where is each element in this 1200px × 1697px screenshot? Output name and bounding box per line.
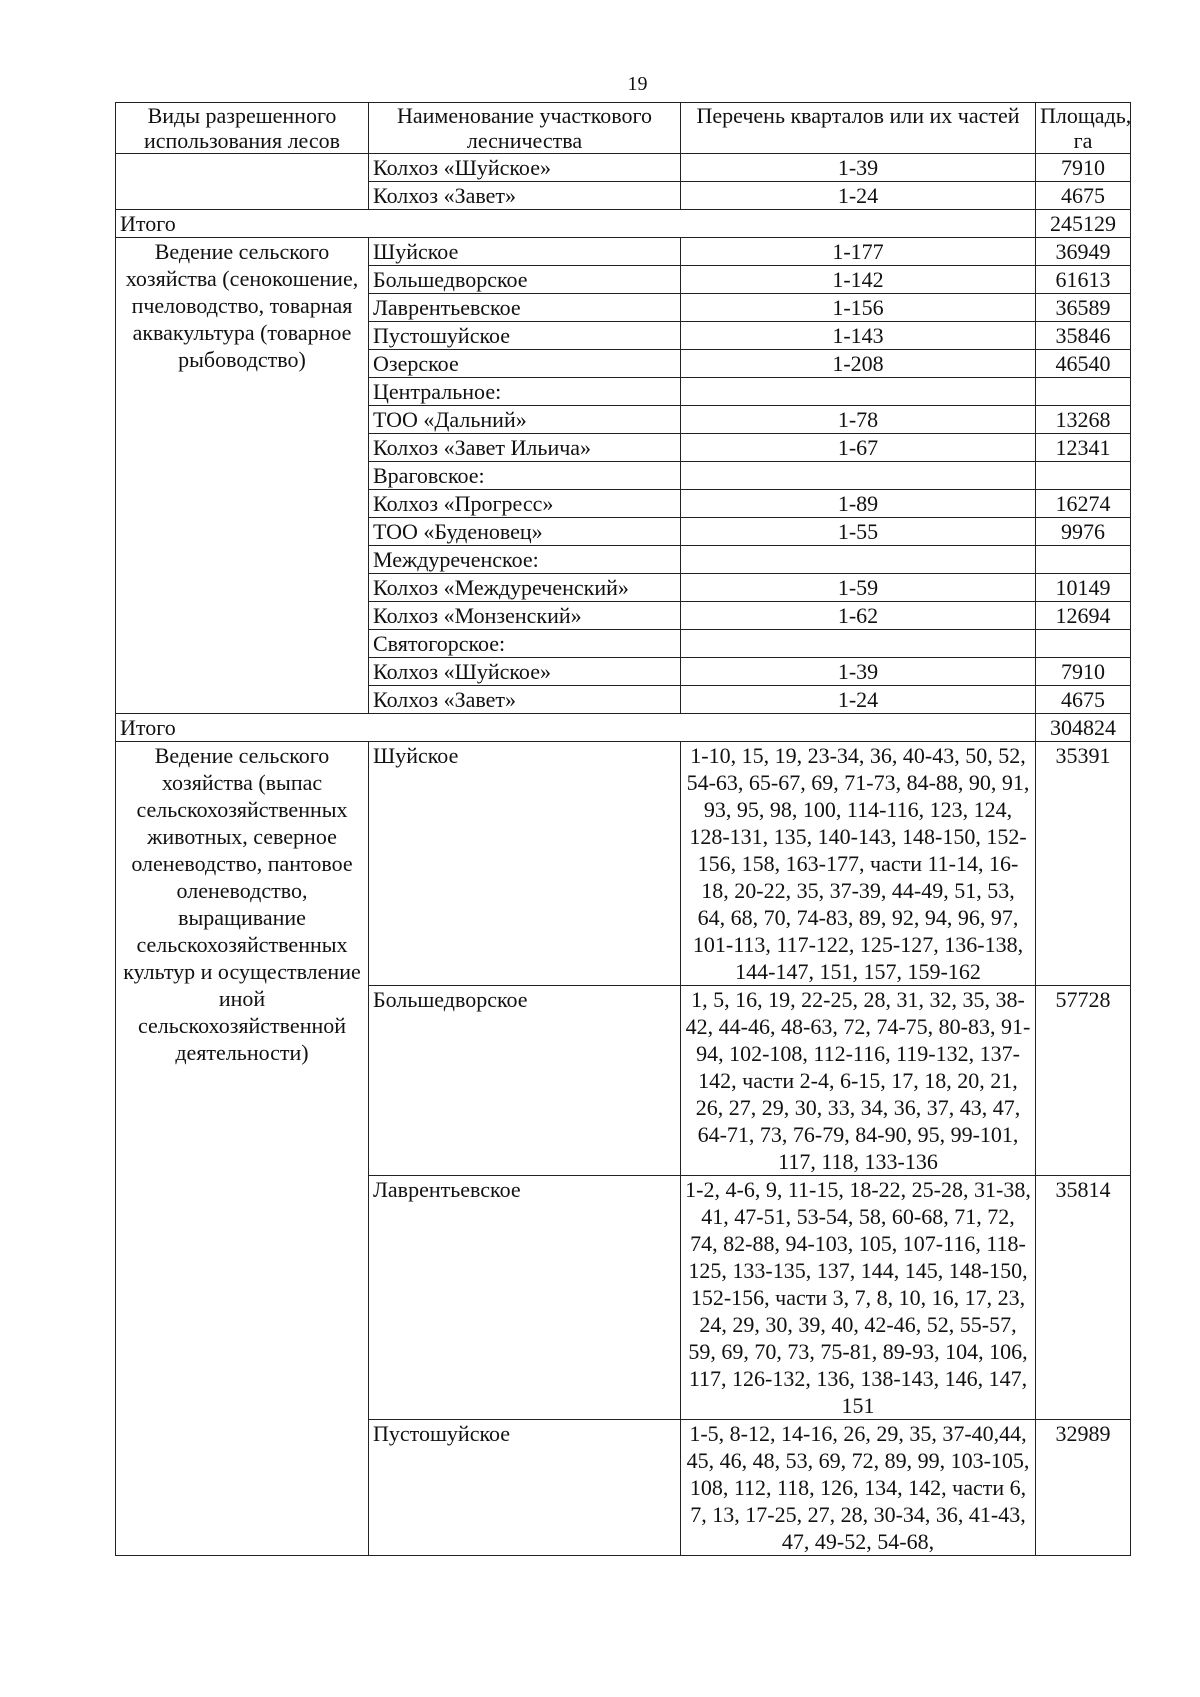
area-value: 10149	[1036, 574, 1131, 602]
forestry-name: Колхоз «Завет»	[369, 686, 681, 714]
area-value: 46540	[1036, 350, 1131, 378]
blocks-list	[681, 630, 1036, 658]
area-value: 16274	[1036, 490, 1131, 518]
total-row	[116, 210, 1131, 238]
blocks-list: 1-39	[681, 154, 1036, 182]
total-area: 304824	[1036, 714, 1131, 742]
header-use-type: Виды разрешенного использования лесов	[116, 103, 369, 154]
use-type-cell: Ведение сельского хозяйства (сенокошение, пчеловодство, товарная аквакультура (товарное рыбоводство)	[116, 238, 369, 714]
blocks-list: 1-39	[681, 658, 1036, 686]
area-value: 12694	[1036, 602, 1131, 630]
area-value: 7910	[1036, 658, 1131, 686]
area-value	[1036, 630, 1131, 658]
forestry-name: Междуреченское:	[369, 546, 681, 574]
blocks-list: 1-2, 4-6, 9, 11-15, 18-22, 25-28, 31-38, 41, 47-51, 53-54, 58, 60-68, 71, 72, 74, 82-88, 94-103, 105, 107-116, 118-125, 133-135, 137, 144, 145, 148-150, 152-156, части 3, 7, 8, 10, 16, 17, 23, 24, 29, 30, 39, 40, 42-46, 52, 55-57, 59, 69, 70, 73, 75-81, 89-93, 104, 106, 117, 126-132, 136, 138-143, 146, 147, 151	[681, 1176, 1036, 1420]
area-value: 35814	[1036, 1176, 1131, 1420]
blocks-list: 1-62	[681, 602, 1036, 630]
table-row	[116, 154, 1131, 182]
forestry-name: Шуйское	[369, 238, 681, 266]
forestry-name: Центральное:	[369, 378, 681, 406]
area-value: 36949	[1036, 238, 1131, 266]
blocks-list: 1-5, 8-12, 14-16, 26, 29, 35, 37-40,44, 45, 46, 48, 53, 69, 72, 89, 99, 103-105, 108, 112, 118, 126, 134, 142, части 6, 7, 13, 17-25, 27, 28, 30-34, 36, 41-43, 47, 49-52, 54-68,	[681, 1420, 1036, 1556]
forestry-name: Пустошуйское	[369, 1420, 681, 1556]
area-value: 4675	[1036, 182, 1131, 210]
blocks-list: 1-156	[681, 294, 1036, 322]
total-area: 245129	[1036, 210, 1131, 238]
blocks-list: 1-142	[681, 266, 1036, 294]
blocks-list: 1-67	[681, 434, 1036, 462]
forestry-name: Колхоз «Шуйское»	[369, 658, 681, 686]
forestry-name: Шуйское	[369, 742, 681, 986]
blocks-list: 1-208	[681, 350, 1036, 378]
forestry-name: Враговское:	[369, 462, 681, 490]
total-label: Итого	[116, 714, 1036, 742]
area-value: 7910	[1036, 154, 1131, 182]
area-value: 35391	[1036, 742, 1131, 986]
blocks-list	[681, 546, 1036, 574]
forestry-name: Колхоз «Прогресс»	[369, 490, 681, 518]
area-value: 4675	[1036, 686, 1131, 714]
forestry-name: Пустошуйское	[369, 322, 681, 350]
blocks-list: 1-24	[681, 182, 1036, 210]
table-row	[116, 742, 1131, 986]
forestry-name: Лаврентьевское	[369, 294, 681, 322]
forestry-name: Большедворское	[369, 266, 681, 294]
blocks-list: 1-10, 15, 19, 23-34, 36, 40-43, 50, 52, 54-63, 65-67, 69, 71-73, 84-88, 90, 91, 93, 95, 98, 100, 114-116, 123, 124, 128-131, 135, 140-143, 148-150, 152-156, 158, 163-177, части 11-14, 16-18, 20-22, 35, 37-39, 44-49, 51, 53, 64, 68, 70, 74-83, 89, 92, 94, 96, 97, 101-113, 117-122, 125-127, 136-138, 144-147, 151, 157, 159-162	[681, 742, 1036, 986]
forest-use-table	[115, 102, 1131, 1556]
area-value: 36589	[1036, 294, 1131, 322]
area-value: 13268	[1036, 406, 1131, 434]
header-forestry-name: Наименование участкового лесничества	[369, 103, 681, 154]
blocks-list: 1-177	[681, 238, 1036, 266]
header-area: Площадь, га	[1036, 103, 1131, 154]
area-value	[1036, 378, 1131, 406]
blocks-list	[681, 462, 1036, 490]
page-number: 19	[627, 73, 648, 95]
forestry-name: Святогорское:	[369, 630, 681, 658]
forestry-name: Колхоз «Междуреченский»	[369, 574, 681, 602]
area-value: 12341	[1036, 434, 1131, 462]
header-row	[116, 103, 1131, 154]
table-row	[116, 238, 1131, 266]
forestry-name: Колхоз «Монзенский»	[369, 602, 681, 630]
total-label: Итого	[116, 210, 1036, 238]
forestry-name: Колхоз «Завет»	[369, 182, 681, 210]
use-type-cell	[116, 154, 369, 210]
area-value	[1036, 546, 1131, 574]
header-blocks-list: Перечень кварталов или их частей	[681, 103, 1036, 154]
blocks-list: 1-78	[681, 406, 1036, 434]
blocks-list: 1-55	[681, 518, 1036, 546]
blocks-list: 1-143	[681, 322, 1036, 350]
forestry-name: ТОО «Дальний»	[369, 406, 681, 434]
area-value	[1036, 462, 1131, 490]
blocks-list: 1-24	[681, 686, 1036, 714]
area-value: 57728	[1036, 986, 1131, 1176]
area-value: 61613	[1036, 266, 1131, 294]
blocks-list: 1-59	[681, 574, 1036, 602]
blocks-list: 1-89	[681, 490, 1036, 518]
area-value: 32989	[1036, 1420, 1131, 1556]
blocks-list: 1, 5, 16, 19, 22-25, 28, 31, 32, 35, 38-42, 44-46, 48-63, 72, 74-75, 80-83, 91-94, 102-108, 112-116, 119-132, 137-142, части 2-4, 6-15, 17, 18, 20, 21, 26, 27, 29, 30, 33, 34, 36, 37, 43, 47, 64-71, 73, 76-79, 84-90, 95, 99-101, 117, 118, 133-136	[681, 986, 1036, 1176]
forestry-name: Колхоз «Завет Ильича»	[369, 434, 681, 462]
forestry-name: Лаврентьевское	[369, 1176, 681, 1420]
blocks-list	[681, 378, 1036, 406]
total-row	[116, 714, 1131, 742]
forestry-name: Большедворское	[369, 986, 681, 1176]
forestry-name: Колхоз «Шуйское»	[369, 154, 681, 182]
forestry-name: ТОО «Буденовец»	[369, 518, 681, 546]
forestry-name: Озерское	[369, 350, 681, 378]
use-type-cell: Ведение сельского хозяйства (выпас сельскохозяйственных животных, северное оленеводство, пантовое оленеводство, выращивание сельскохозяйственных культур и осуществление иной сельскохозяйственной деятельности)	[116, 742, 369, 1556]
area-value: 9976	[1036, 518, 1131, 546]
area-value: 35846	[1036, 322, 1131, 350]
